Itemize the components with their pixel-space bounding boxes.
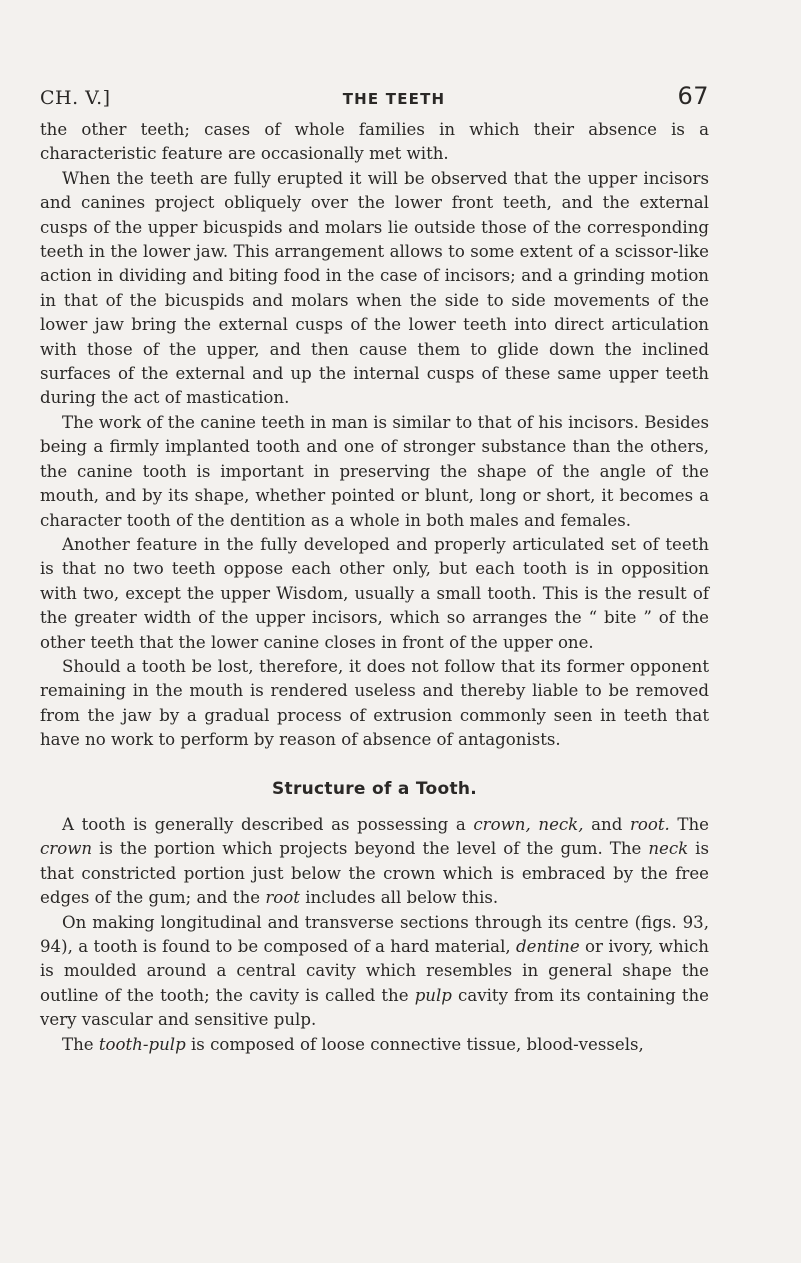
- text-run: is composed of loose connective tissue, blood-vessels,: [185, 1034, 644, 1054]
- paragraph: Another feature in the fully developed and properly articulated set of teeth is that no two teeth oppose each other only, but each tooth is in opposition with two, except the upper Wisdom, usually a small tooth. This is the result of the greater width of the upper incisors, which so arranges the “ bite ” of the other teeth that the lower canine closes in front of the upper one.: [40, 534, 709, 652]
- chapter-label: CH. V.]: [40, 87, 111, 109]
- paragraph: the other teeth; cases of whole families in which their absence is a characteristic feature are occasionally met with.: [40, 120, 709, 164]
- body-text: [40, 118, 709, 1057]
- paragraph: [40, 911, 709, 1033]
- paragraph: When the teeth are fully erupted it will be observed that the upper incisors and canines project obliquely over the lower front teeth, and the external cusps of the upper bicuspids and molars lie outside those of the corresponding teeth in the lower jaw. This arrangement allows to some extent of a scissor-like action in dividing and biting food in the case of incisors; and a grinding motion in that of the bicuspids and molars when the side to side movements of the lower jaw bring the external cusps of the lower teeth into direct articulation with those of the upper, and then cause them to glide down the inclined surfaces of the external and up the internal cusps of these same upper teeth during the act of mastication.: [40, 168, 709, 408]
- term-crown-neck: crown, neck,: [473, 814, 584, 834]
- term-pulp: pulp: [414, 985, 452, 1005]
- term-crown: crown: [40, 839, 93, 859]
- text-run: cavity from its containing the very vascular and sensitive pulp.: [40, 985, 709, 1030]
- text-run: includes all below this.: [299, 888, 499, 908]
- term-neck: neck: [648, 839, 689, 859]
- paragraph: [40, 813, 709, 911]
- text-run: and: [583, 814, 630, 834]
- paragraph: The work of the canine teeth in man is similar to that of his incisors. Besides being a firmly implanted tooth and one of stronger substance than the others, the canine tooth is important in preserving the shape of the angle of the mouth, and by its shape, whether pointed or blunt, long or short, it becomes a character tooth of the dentition as a whole in both males and females.: [40, 412, 709, 530]
- text-run: is the portion which projects beyond the level of the gum. The: [92, 839, 649, 859]
- term-tooth-pulp: tooth-pulp: [98, 1034, 186, 1054]
- paragraph: Should a tooth be lost, therefore, it does not follow that its former opponent remaining in the mouth is rendered useless and thereby liable to be removed from the jaw by a gradual process of extrusion commonly seen in teeth that have no work to perform by reason of absence of antagonists.: [40, 656, 709, 750]
- running-header: [40, 82, 709, 110]
- text-run: or ivory, which is moulded around a central cavity which resembles in general shape the outline of the tooth; the cavity is called the: [40, 937, 709, 1005]
- running-title: THE TEETH: [342, 90, 446, 108]
- text-run: A tooth is generally described as possessing a: [62, 814, 474, 834]
- text-run: On making longitudinal and transverse sections through its centre (figs. 93, 94), a tooth is found to be composed of a hard material,: [40, 912, 709, 956]
- paragraph: [40, 1033, 709, 1057]
- term-root: root.: [629, 814, 670, 834]
- text-run: The: [62, 1034, 99, 1054]
- text-run: The: [669, 814, 709, 834]
- section-heading: Structure of a Tooth.: [271, 778, 478, 799]
- term-dentine: dentine: [516, 937, 580, 956]
- text-run: is that constricted portion just below the crown which is embraced by the free edges of the gum; and the: [40, 839, 709, 908]
- page-number: 67: [677, 82, 709, 110]
- term-root: root: [265, 888, 300, 908]
